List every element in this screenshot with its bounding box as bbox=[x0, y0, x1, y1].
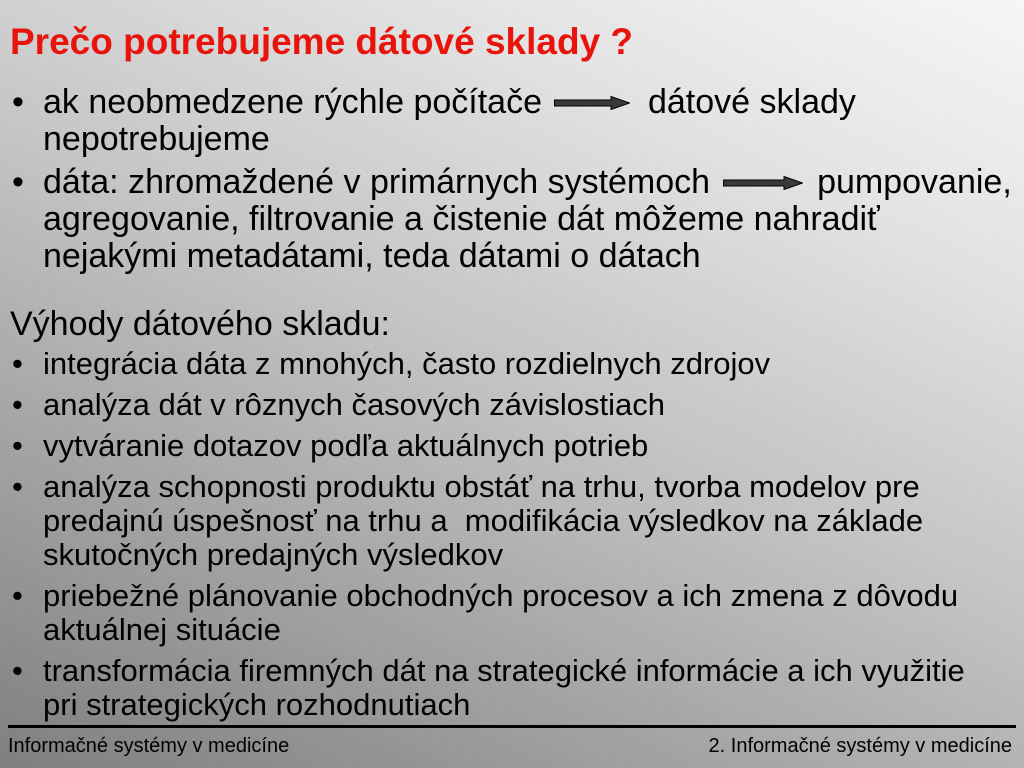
reason-cause-text: dáta: zhromaždené v primárnych systémoch bbox=[43, 163, 711, 201]
reason-result-text: dátové sklady bbox=[647, 83, 856, 121]
footer-divider bbox=[8, 725, 1016, 728]
reasons-list bbox=[10, 84, 1016, 275]
advantages-heading: Výhody dátového skladu: bbox=[10, 305, 390, 343]
reason-line: nejakými metadátami, teda dátami o dátach bbox=[43, 237, 701, 275]
reason-cause-text: ak neobmedzene rýchle počítače bbox=[43, 83, 542, 121]
bullet-marker: • bbox=[12, 469, 23, 504]
advantage-item bbox=[10, 470, 1016, 572]
advantage-line: pri strategických rozhodnutiach bbox=[43, 687, 471, 722]
advantage-line: analýza dát v rôznych časových závislostiach bbox=[43, 387, 666, 422]
bullet-marker: • bbox=[12, 578, 23, 613]
advantage-item bbox=[10, 388, 1016, 422]
reason-item bbox=[10, 84, 1016, 158]
slide-title: Prečo potrebujeme dátové sklady ? bbox=[10, 21, 634, 62]
bullet-marker: • bbox=[12, 653, 23, 688]
advantage-line: transformácia firemných dát na strategické informácie a ich využitie bbox=[43, 653, 965, 688]
reason-result-text: pumpovanie, bbox=[817, 163, 1012, 201]
advantage-item bbox=[10, 654, 1016, 722]
advantage-item bbox=[10, 429, 1016, 463]
advantage-line: predajnú úspešnosť na trhu a modifikácia výsledkov na základe bbox=[43, 503, 924, 538]
footer-right-text: 2. Informačné systémy v medicíne bbox=[708, 735, 1012, 757]
reason-line bbox=[43, 164, 1016, 201]
bullet-marker: • bbox=[12, 428, 23, 463]
reason-line: nepotrebujeme bbox=[43, 120, 270, 158]
right-arrow-icon bbox=[554, 96, 630, 110]
advantage-line: priebežné plánovanie obchodných procesov a ich zmena z dôvodu bbox=[43, 578, 959, 613]
reason-line bbox=[43, 84, 1016, 121]
advantage-item bbox=[10, 579, 1016, 647]
right-arrow-icon bbox=[723, 176, 803, 190]
bullet-marker: • bbox=[12, 83, 24, 121]
advantage-line: skutočných predajných výsledkov bbox=[43, 537, 504, 572]
bullet-marker: • bbox=[12, 163, 24, 201]
advantage-item bbox=[10, 347, 1016, 381]
footer-left-text: Informačné systémy v medicíne bbox=[8, 735, 290, 757]
advantage-line: aktuálnej situácie bbox=[43, 612, 281, 647]
advantage-line: vytváranie dotazov podľa aktuálnych potrieb bbox=[43, 428, 649, 463]
advantage-line: analýza schopnosti produktu obstáť na trhu, tvorba modelov pre bbox=[43, 469, 920, 504]
advantage-line: integrácia dáta z mnohých, často rozdielnych zdrojov bbox=[43, 346, 771, 381]
bullet-marker: • bbox=[12, 346, 23, 381]
bullet-marker: • bbox=[12, 387, 23, 422]
advantages-list bbox=[10, 347, 1016, 722]
reason-line: agregovanie, filtrovanie a čistenie dát môžeme nahradiť bbox=[43, 200, 880, 238]
reason-item bbox=[10, 164, 1016, 275]
